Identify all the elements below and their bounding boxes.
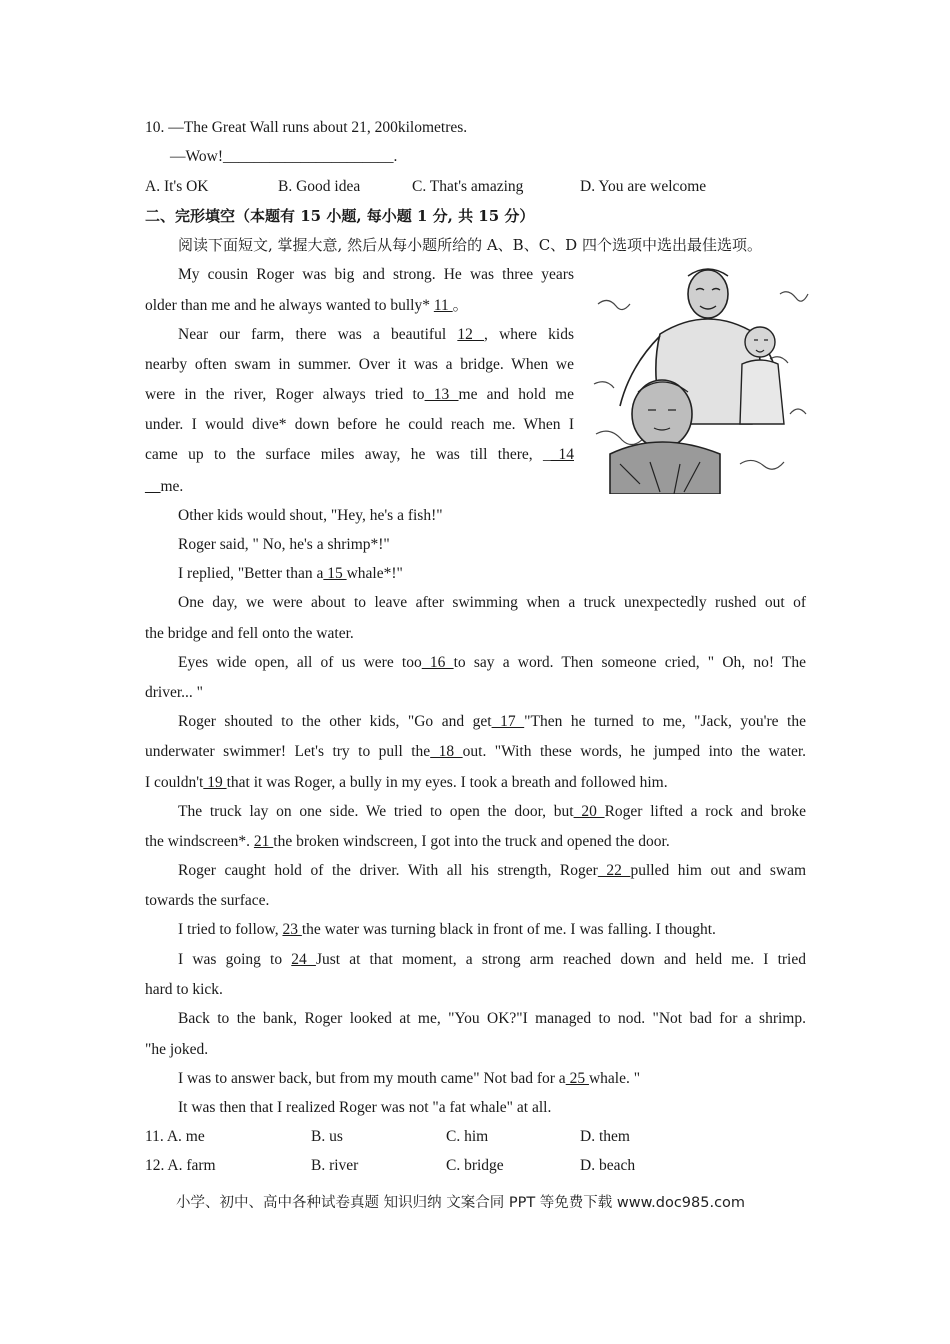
passage-line: the bridge and fell onto the water. [145, 625, 354, 642]
passage-line: I was to answer back, but from my mouth came" Not bad for a 25 whale. " [178, 1070, 641, 1087]
blank-17: 17 [491, 713, 525, 730]
passage-line: older than me and he always wanted to bully* 11 。 [145, 297, 469, 314]
q11-option-c: C. him [446, 1128, 489, 1145]
passage-line: Other kids would shout, "Hey, he's a fish!" [178, 507, 443, 524]
q10-option-b: B. Good idea [278, 178, 361, 195]
blank-25: 25 [565, 1070, 589, 1087]
blank-14: _14 [550, 446, 574, 463]
passage-line: It was then that I realized Roger was not "a fat whale" at all. [178, 1099, 552, 1116]
page-footer: 小学、初中、高中各种试卷真题 知识归纳 文案合同 PPT 等免费下载 www.doc985.com [176, 1195, 746, 1211]
passage-line: driver... " [145, 684, 203, 701]
blank-18: 18 [430, 743, 463, 760]
passage-line: I couldn't 19 that it was Roger, a bully in my eyes. I took a breath and followed him. [145, 774, 668, 791]
q11-option-d: D. them [580, 1128, 630, 1145]
passage-line: Near our farm, there was a beautiful 12 , where kids [178, 326, 575, 343]
q12-option-c: C. bridge [446, 1157, 504, 1174]
passage-line: under. I would dive* down before he could reach me. When I [145, 416, 574, 433]
passage-line: towards the surface. [145, 892, 270, 909]
passage-line: I was going to 24 Just at that moment, a strong arm reached down and held me. I tried [178, 951, 806, 968]
passage-line: Roger said, " No, he's a shrimp*!" [178, 536, 390, 553]
passage-line: Back to the bank, Roger looked at me, "You OK?"I managed to nod. "Not bad for a shrimp. [178, 1010, 806, 1027]
passage-line: I tried to follow, 23 the water was turning black in front of me. I was falling. I thought. [178, 921, 716, 938]
blank-24: 24 [291, 951, 316, 968]
swimmers-rescue-illustration [590, 264, 812, 494]
blank-19: 19 [203, 774, 227, 791]
passage-line: came up to the surface miles away, he was till there, __14 [145, 446, 574, 463]
blank-20: 20 [573, 803, 605, 820]
passage-line: nearby often swam in summer. Over it was a bridge. When we [145, 356, 574, 373]
passage-line: "he joked. [145, 1041, 209, 1058]
blank-16: 16 [421, 654, 454, 671]
blank-13: 13 [424, 386, 459, 403]
q11-option-b: B. us [311, 1128, 343, 1145]
section-heading: 二、完形填空（本题有 15 小题, 每小题 1 分, 共 15 分） [145, 207, 535, 225]
passage-line: hard to kick. [145, 981, 223, 998]
blank-22: 22 [597, 862, 631, 879]
passage-line: underwater swimmer! Let's try to pull the 18 out. "With these words, he jumped into the water. [145, 743, 807, 760]
passage-line: My cousin Roger was big and strong. He was three years [178, 266, 574, 283]
blank-23: 23 [282, 921, 302, 938]
passage-line: were in the river, Roger always tried to 13 me and hold me [145, 386, 574, 403]
q10-option-a: A. It's OK [145, 178, 209, 195]
q10-stem: 10. —The Great Wall runs about 21, 200kilometres. [145, 119, 468, 136]
q10-option-d: D. You are welcome [580, 178, 707, 195]
q12-option-a: 12. A. farm [145, 1157, 216, 1174]
passage-line: Roger caught hold of the driver. With all his strength, Roger 22 pulled him out and swam [178, 862, 807, 879]
blank-11: 11 [433, 297, 453, 314]
passage-line: One day, we were about to leave after swimming when a truck unexpectedly rushed out of [178, 594, 806, 611]
passage-line: the windscreen*. 21 the broken windscreen, I got into the truck and opened the door. [145, 833, 670, 850]
passage-line: __me. [145, 478, 184, 495]
blank-12: 12 [457, 326, 485, 343]
q10-option-c: C. That's amazing [412, 178, 524, 195]
passage-line: Roger shouted to the other kids, "Go and get 17 "Then he turned to me, "Jack, you're the [178, 713, 806, 730]
blank-21: 21 [253, 833, 274, 850]
section-instruction: 阅读下面短文, 掌握大意, 然后从每小题所给的 A、B、C、D 四个选项中选出最佳选项。 [178, 236, 762, 254]
passage-line: Eyes wide open, all of us were too 16 to say a word. Then someone cried, " Oh, no! The [178, 654, 806, 671]
q10-reply: —Wow!______________________. [170, 148, 398, 165]
q11-option-a: 11. A. me [145, 1128, 205, 1145]
blank-15: 15 [323, 565, 347, 582]
q12-option-d: D. beach [580, 1157, 636, 1174]
q12-option-b: B. river [311, 1157, 359, 1174]
passage-line: I replied, "Better than a 15 whale*!" [178, 565, 403, 582]
passage-line: The truck lay on one side. We tried to open the door, but 20 Roger lifted a rock and broke [178, 803, 807, 820]
